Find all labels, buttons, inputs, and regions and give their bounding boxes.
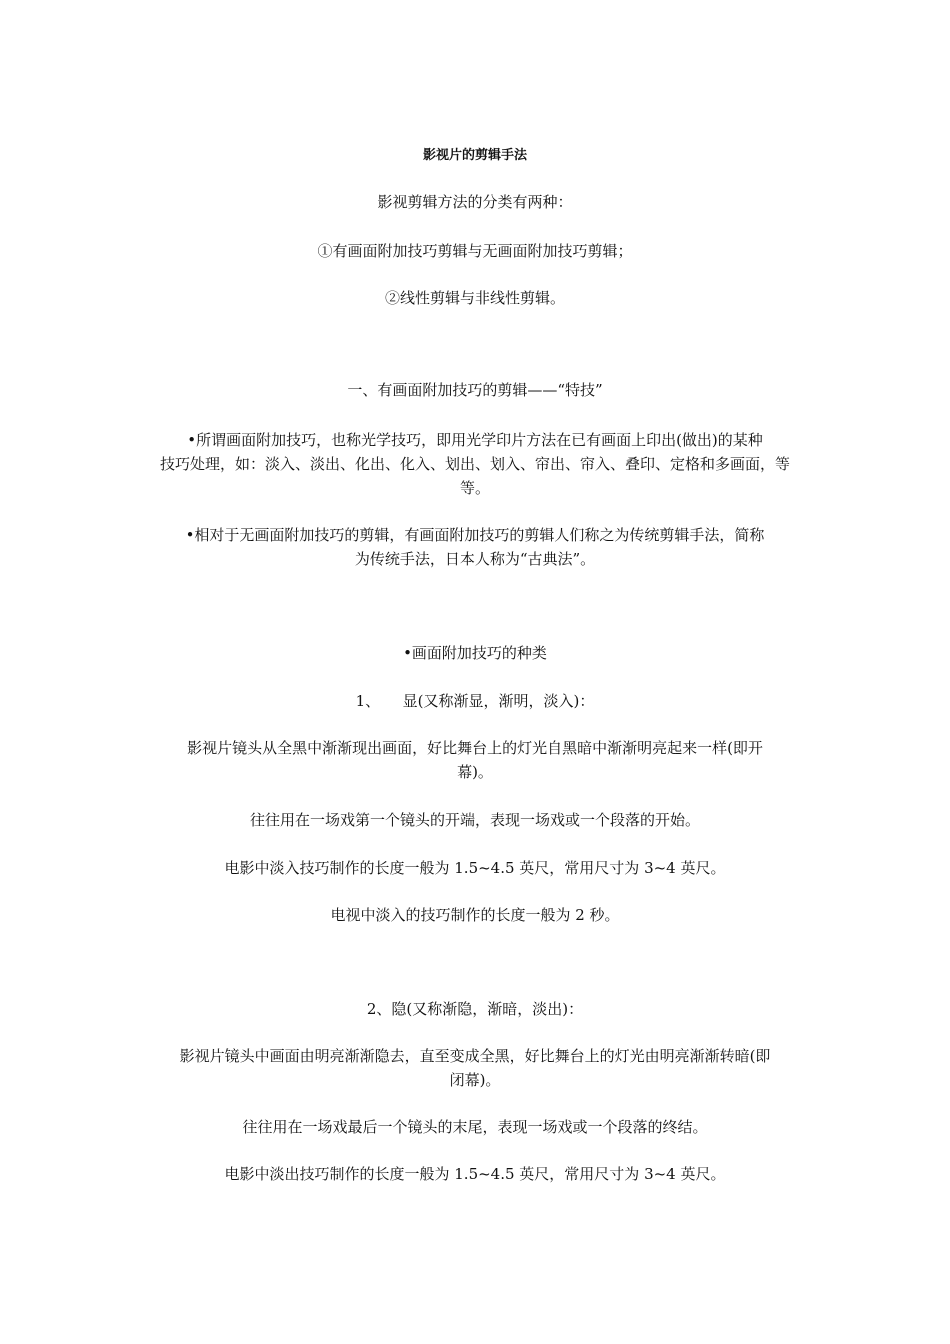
fade-out-film-length: 电影中淡出技巧制作的长度一般为 1.5~4.5 英尺，常用尺寸为 3~4 英尺。 <box>224 1165 726 1183</box>
types-heading: •画面附加技巧的种类 <box>403 644 547 662</box>
intro-item-1: ①有画面附加技巧剪辑与无画面附加技巧剪辑； <box>317 242 633 260</box>
fade-in-heading: 1、 显(又称渐显，渐明，淡入)： <box>355 692 595 710</box>
fade-out-heading: 2、隐(又称渐隐，渐暗，淡出)： <box>366 1000 584 1018</box>
fade-out-description-line-2: 闭幕)。 <box>449 1071 501 1089</box>
bullet-1-line-3: 等。 <box>459 479 490 497</box>
intro-text: 影视剪辑方法的分类有两种： <box>377 193 573 211</box>
fade-in-description-line-2: 幕)。 <box>457 763 493 781</box>
fade-out-usage: 往往用在一场戏最后一个镜头的末尾，表现一场戏或一个段落的终结。 <box>242 1118 708 1136</box>
section-heading-1: 一、有画面附加技巧的剪辑——“特技” <box>347 381 603 399</box>
bullet-2-line-1: •相对于无画面附加技巧的剪辑，有画面附加技巧的剪辑人们称之为传统剪辑手法，简称 <box>185 526 765 544</box>
fade-out-description-line-1: 影视片镜头中画面由明亮渐渐隐去，直至变成全黑，好比舞台上的灯光由明亮渐渐转暗(即 <box>179 1047 771 1065</box>
bullet-1-line-2: 技巧处理，如：淡入、淡出、化出、化入、划出、划入、帘出、帘入、叠印、定格和多画面，等 <box>159 455 790 473</box>
bullet-2-line-2: 为传统手法，日本人称为“古典法”。 <box>354 550 596 568</box>
fade-in-usage: 往往用在一场戏第一个镜头的开端，表现一场戏或一个段落的开始。 <box>249 811 700 829</box>
fade-in-film-length: 电影中淡入技巧制作的长度一般为 1.5~4.5 英尺，常用尺寸为 3~4 英尺。 <box>224 859 726 877</box>
document-title: 影视片的剪辑手法 <box>422 148 527 163</box>
fade-in-description-line-1: 影视片镜头从全黑中渐渐现出画面，好比舞台上的灯光自黑暗中渐渐明亮起来一样(即开 <box>187 739 763 757</box>
bullet-1-line-1: •所谓画面附加技巧，也称光学技巧，即用光学印片方法在已有画面上印出(做出)的某种 <box>187 431 763 449</box>
intro-item-2: ②线性剪辑与非线性剪辑。 <box>384 289 565 307</box>
fade-in-tv-length: 电视中淡入的技巧制作的长度一般为 2 秒。 <box>330 906 620 924</box>
